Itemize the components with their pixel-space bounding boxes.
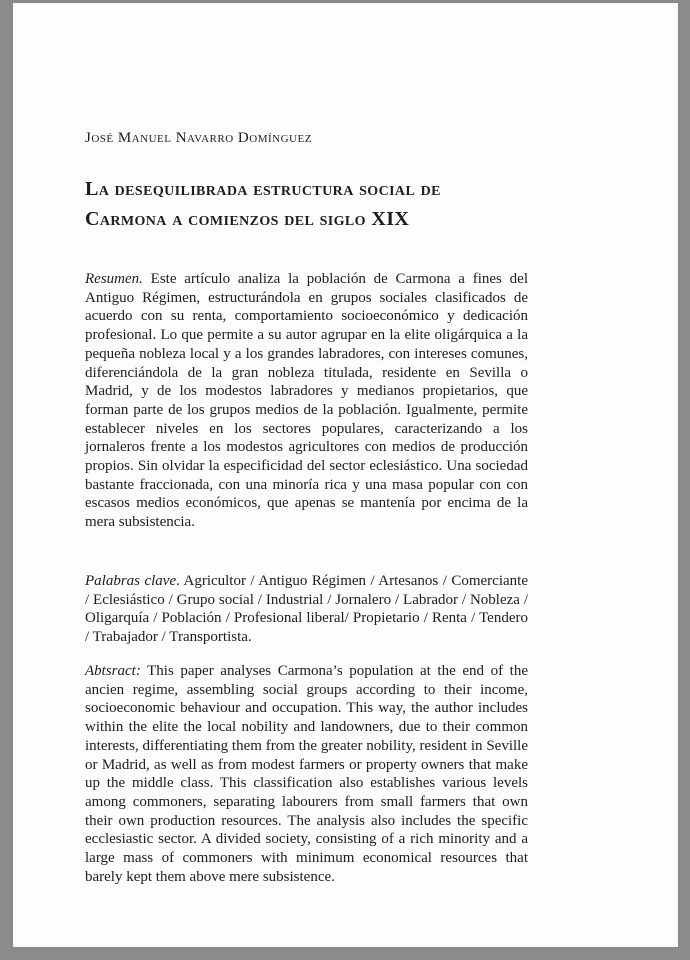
abstract-text: This paper analyses Carmona’s population at the end of the ancien regime, assembling social groups according to their income, socioeconomic behaviour and occupation. This way, the author includes within the elite the local nobility and landowners, due to their common interests, differentiating them from the greater nobility, resident in Seville or Madrid, as well as from modest farmers or property owners that make up the middle class. This classification also establishes various levels among commoners, separating labourers from small farmers that own their own production resources. The analysis also includes the specific ecclesiastic sector. A divided society, consisting of a rich minority and a large mass of commoners with minimum economical resources that barely kept them above mere subsistence. <box>85 663 528 885</box>
keywords-label: Palabras clave <box>85 573 177 589</box>
article-page <box>13 3 678 947</box>
abstract-label: Abtsract: <box>85 663 141 679</box>
article-title-line-2: Carmona a comienzos del siglo XIX <box>85 208 410 230</box>
resumen-paragraph <box>85 270 528 532</box>
abstract-paragraph <box>85 662 528 886</box>
resumen-text: Este artículo analiza la población de Carmona a fines del Antiguo Régimen, estructurándola en grupos sociales clasificados de acuerdo con su renta, comportamiento socioeconómico y dedicación profesional. Lo que permite a su autor agrupar en la elite oligárquica a la pequeña nobleza local y a los grandes labradores, con intereses comunes, diferenciándola de la gran nobleza titulada, residente en Sevilla o Madrid, y de los modestos labradores y medianos propietarios, que forman parte de los grupos medios de la población. Igualmente, permite establecer niveles en los sectores populares, caracterizando a los jornaleros frente a los modestos agricultores con medios de producción propios. Sin olvidar la especificidad del sector eclesiástico. Una sociedad bastante fraccionada, con una minoría rica y una masa popular con con escasos medios económicos, que apenas se mantenía por encima de la mera subsistencia. <box>85 271 528 531</box>
keywords-text: . Agricultor / Antiguo Régimen / Artesanos / Comerciante / Eclesiástico / Grupo social / Industrial / Jornalero / Labrador / Nobleza / Oligarquía / Población / Profesional liberal/ Propietario / Renta / Tendero / Trabajador / Transportista. <box>85 573 528 646</box>
resumen-label: Resumen. <box>85 271 143 287</box>
keywords-paragraph <box>85 572 528 647</box>
author-name: José Manuel Navarro Domínguez <box>85 130 312 146</box>
article-title-line-1: La desequilibrada estructura social de <box>85 178 441 200</box>
article-title <box>85 174 528 234</box>
